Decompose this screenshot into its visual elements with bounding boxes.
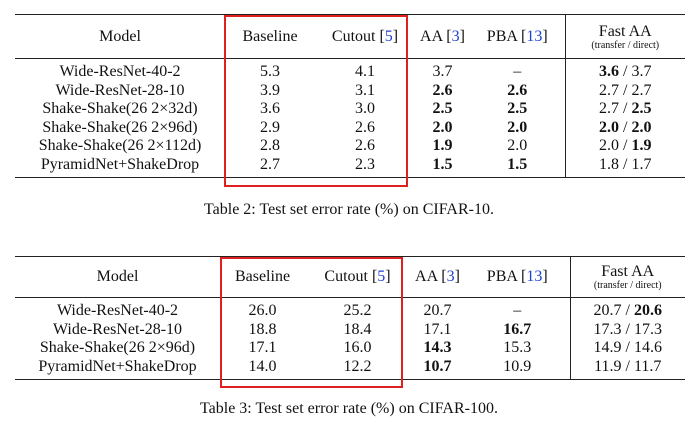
cell-baseline: 3.6 [260, 100, 280, 117]
header-baseline: Baseline [242, 27, 298, 45]
cell-model: Wide-ResNet-28-10 [55, 81, 185, 99]
cell-model: PyramidNet+ShakeDrop [38, 357, 197, 375]
cell-cutout: 4.1 [355, 63, 375, 80]
cell-baseline: 26.0 [248, 302, 277, 319]
cell-fast-aa: 14.9 / 14.6 [570, 339, 685, 358]
highlight-box [220, 257, 403, 388]
cell-model: Wide-ResNet-40-2 [56, 302, 179, 319]
cell-fast-aa: 2.0 / 2.0 [565, 119, 685, 138]
cell-model: Wide-ResNet-28-10 [52, 320, 183, 338]
header-aa: AA [3] [415, 268, 460, 285]
cell-model: Shake-Shake(26 2×96d) [42, 118, 198, 136]
citation-link[interactable]: 3 [446, 268, 455, 285]
cell-cutout: 18.4 [343, 320, 372, 338]
cell-pba: – [513, 302, 522, 319]
cell-fast-aa: 2.0 / 1.9 [565, 137, 685, 156]
cell-aa: 20.7 [423, 302, 452, 319]
cell-aa: 2.0 [432, 118, 453, 136]
cell-cutout: 25.2 [343, 302, 372, 319]
cell-model: Wide-ResNet-40-2 [59, 63, 181, 80]
header-aa: AA [3] [420, 27, 465, 45]
header-fast-aa: Fast AA (transfer / direct) [565, 15, 685, 59]
cell-pba: 1.5 [507, 155, 528, 173]
header-cutout: Cutout [5] [324, 268, 391, 285]
citation-link[interactable]: 5 [377, 268, 386, 285]
cell-fast-aa: 11.9 / 11.7 [570, 358, 685, 380]
cell-fast-aa: 1.8 / 1.7 [565, 156, 685, 178]
citation-link[interactable]: 5 [384, 27, 393, 45]
cell-aa: 14.3 [423, 339, 452, 356]
cell-baseline: 18.8 [248, 320, 277, 338]
cell-cutout: 2.3 [355, 155, 375, 173]
cell-pba: 2.0 [507, 137, 528, 154]
citation-link[interactable]: 13 [526, 268, 543, 285]
cell-baseline: 14.0 [248, 357, 277, 375]
cell-aa: 10.7 [423, 357, 452, 375]
cell-cutout: 16.0 [343, 339, 372, 356]
table-3-caption: Table 3: Test set error rate (%) on CIFAR-100. [200, 400, 498, 417]
cell-aa: 2.6 [432, 81, 453, 99]
cell-baseline: 2.7 [260, 155, 280, 173]
header-model: Model [99, 27, 141, 45]
cell-fast-aa: 17.3 / 17.3 [570, 321, 685, 340]
cell-aa: 1.9 [432, 137, 453, 154]
cell-baseline: 2.9 [260, 118, 280, 136]
cell-model: Shake-Shake(26 2×112d) [38, 137, 202, 154]
cell-pba: 2.5 [507, 100, 528, 117]
cell-pba: 2.6 [507, 81, 528, 99]
header-baseline: Baseline [234, 268, 291, 285]
header-model: Model [96, 268, 139, 285]
cell-aa: 17.1 [423, 320, 452, 338]
cell-baseline: 3.9 [260, 81, 280, 99]
citation-link[interactable]: 3 [451, 27, 460, 45]
cell-aa: 2.5 [432, 100, 453, 117]
cell-model: PyramidNet+ShakeDrop [40, 155, 200, 173]
header-pba: PBA [13] [486, 268, 548, 285]
cell-fast-aa: 2.7 / 2.5 [565, 100, 685, 119]
cell-pba: 2.0 [507, 118, 528, 136]
cell-pba: 10.9 [503, 357, 532, 375]
cell-aa: 3.7 [432, 63, 453, 80]
cell-aa: 1.5 [432, 155, 453, 173]
cell-baseline: 5.3 [260, 63, 280, 80]
cell-cutout: 2.6 [355, 118, 375, 136]
citation-link[interactable]: 13 [526, 27, 543, 45]
cell-fast-aa: 2.7 / 2.7 [565, 82, 685, 101]
header-fast-aa-subtitle: (transfer / direct) [593, 280, 662, 291]
cell-pba: 16.7 [503, 320, 532, 338]
cell-pba: – [513, 63, 522, 80]
cell-model: Shake-Shake(26 2×96d) [39, 339, 196, 356]
header-fast-aa: Fast AA (transfer / direct) [570, 257, 685, 298]
cell-baseline: 2.8 [260, 137, 280, 154]
highlight-box [224, 15, 408, 187]
header-cutout: Cutout [5] [331, 27, 399, 45]
cell-cutout: 3.0 [355, 100, 375, 117]
cell-fast-aa: 20.7 / 20.6 [570, 298, 685, 321]
header-fast-aa-subtitle: (transfer / direct) [591, 39, 660, 51]
cell-pba: 15.3 [503, 339, 532, 356]
cell-cutout: 12.2 [343, 357, 372, 375]
cell-model: Shake-Shake(26 2×32d) [42, 100, 198, 117]
cell-fast-aa: 3.6 / 3.7 [565, 59, 685, 82]
header-pba: PBA [13] [486, 27, 548, 45]
cell-cutout: 2.6 [355, 137, 375, 154]
cell-cutout: 3.1 [355, 81, 375, 99]
cell-baseline: 17.1 [248, 339, 277, 356]
table-2-caption: Table 2: Test set error rate (%) on CIFAR-10. [204, 201, 494, 218]
